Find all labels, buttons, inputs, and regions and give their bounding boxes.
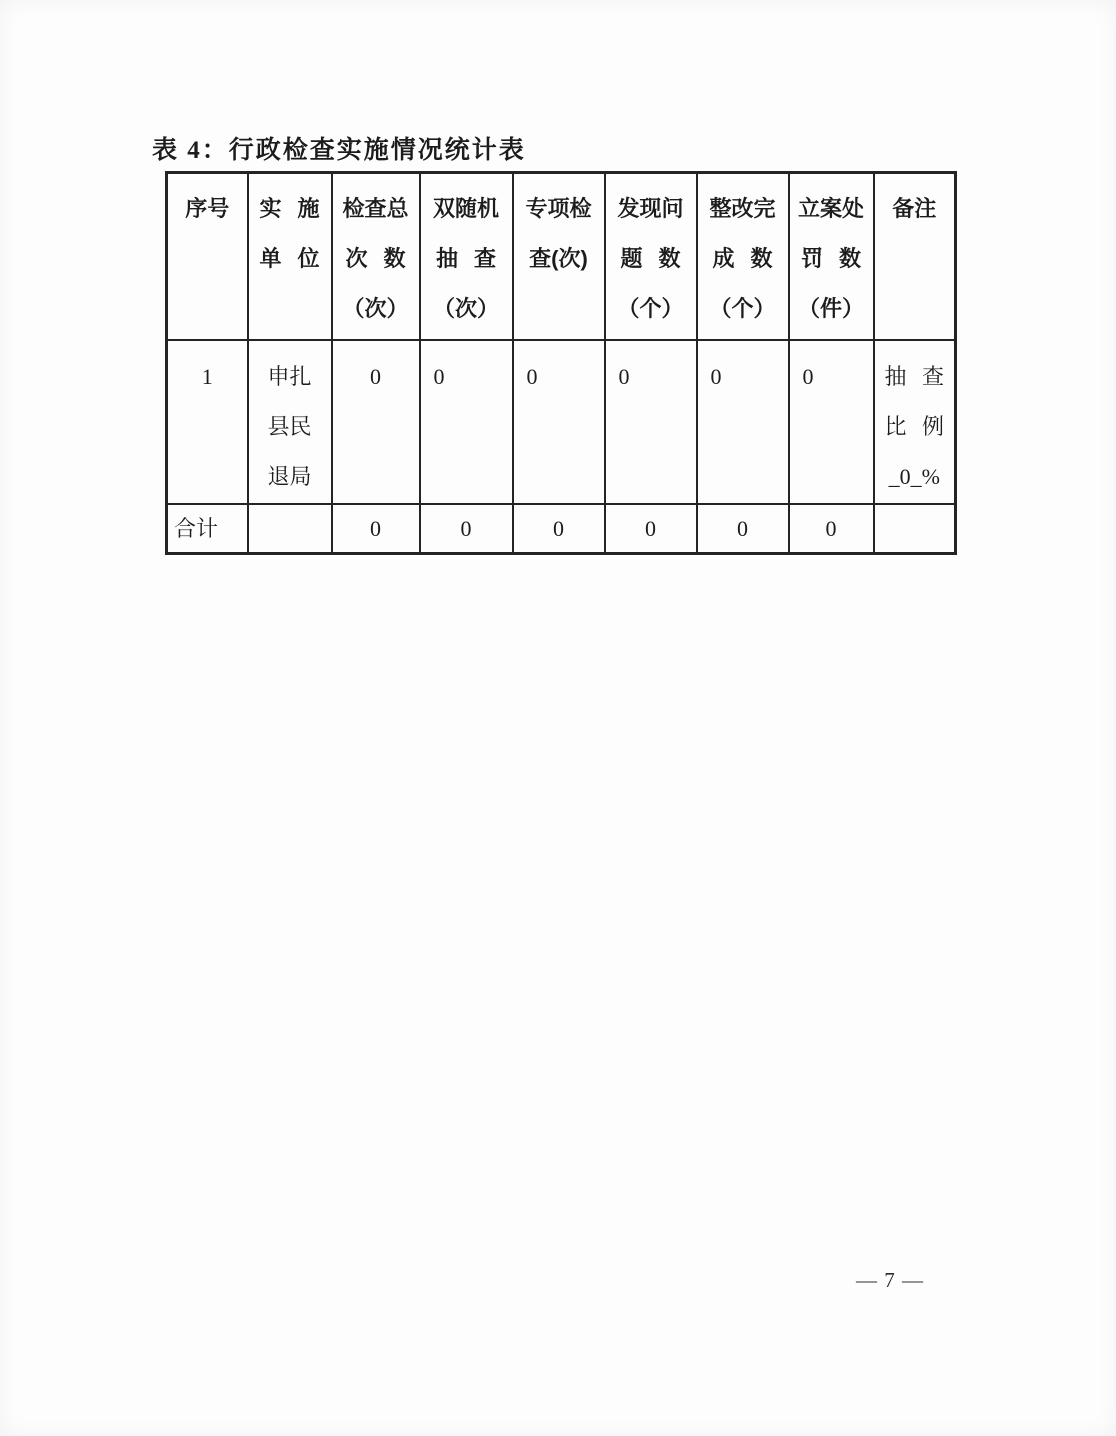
col-header-remarks	[874, 173, 956, 341]
cell-text: 比 例	[884, 414, 944, 439]
table-row	[167, 340, 956, 504]
total-total-checks: 0	[332, 504, 420, 554]
col-header-line: 整改完	[709, 196, 776, 221]
col-header-line: （件）	[797, 296, 864, 321]
col-header-line: （个）	[709, 296, 776, 321]
cell-text: _0_%	[888, 464, 940, 489]
col-header-line: （次）	[432, 296, 499, 321]
col-header-serial	[167, 173, 248, 341]
cell-text: 0	[710, 364, 722, 389]
col-header-line: 单 位	[259, 246, 320, 271]
col-header-cases-filed	[789, 173, 874, 341]
cell-text: 0	[802, 364, 814, 389]
col-header-line: 检查总	[342, 196, 409, 221]
col-header-total-checks	[332, 173, 420, 341]
cell-problems-found	[605, 340, 697, 504]
table-title: 表 4：行政检查实施情况统计表	[152, 137, 526, 164]
cell-text: 0	[433, 364, 445, 389]
page-number: — 7 —	[856, 1268, 924, 1292]
total-cases-filed: 0	[789, 504, 874, 554]
cell-double-random	[420, 340, 513, 504]
col-header-line: 查(次)	[529, 246, 588, 271]
total-unit-empty	[248, 504, 332, 554]
cell-cases-filed	[789, 340, 874, 504]
total-label: 合计	[167, 504, 248, 554]
table-total-row	[167, 504, 956, 554]
col-header-line: 罚 数	[800, 246, 861, 271]
col-header-line: 抽 查	[435, 246, 496, 271]
cell-text: 县民	[267, 414, 312, 439]
cell-text: 抽 查	[884, 364, 944, 389]
col-header-unit	[248, 173, 332, 341]
col-header-problems-found	[605, 173, 697, 341]
cell-text: 退局	[267, 464, 312, 489]
col-header-line: （个）	[617, 296, 684, 321]
col-header-special-check	[513, 173, 605, 341]
cell-special-check	[513, 340, 605, 504]
col-header-line: 专项检	[525, 196, 592, 221]
total-special-check: 0	[513, 504, 605, 554]
cell-serial	[167, 340, 248, 504]
col-header-line: 实 施	[259, 196, 320, 221]
col-header-line: 成 数	[712, 246, 773, 271]
col-header-line: 立案处	[797, 196, 864, 221]
cell-text: 0	[618, 364, 630, 389]
cell-total-checks	[332, 340, 420, 504]
total-remarks-empty	[874, 504, 956, 554]
table-header-row	[167, 173, 956, 341]
cell-text: 0	[526, 364, 538, 389]
col-header-line: （次）	[342, 296, 409, 321]
inspection-stats-table	[165, 171, 957, 555]
col-header-double-random	[420, 173, 513, 341]
col-header-rectified	[697, 173, 789, 341]
cell-text: 0	[370, 364, 381, 389]
cell-text: 1	[201, 364, 213, 389]
col-header-line: 题 数	[620, 246, 681, 271]
col-header-line: 次 数	[345, 246, 406, 271]
total-rectified: 0	[697, 504, 789, 554]
cell-rectified	[697, 340, 789, 504]
col-header-line: 发现问	[617, 196, 684, 221]
col-header-line: 双随机	[432, 196, 499, 221]
total-problems-found: 0	[605, 504, 697, 554]
total-double-random: 0	[420, 504, 513, 554]
col-header-line: 序号	[185, 196, 230, 221]
col-header-line: 备注	[892, 196, 937, 221]
cell-unit	[248, 340, 332, 504]
cell-text: 申扎	[267, 364, 312, 389]
cell-remarks	[874, 340, 956, 504]
